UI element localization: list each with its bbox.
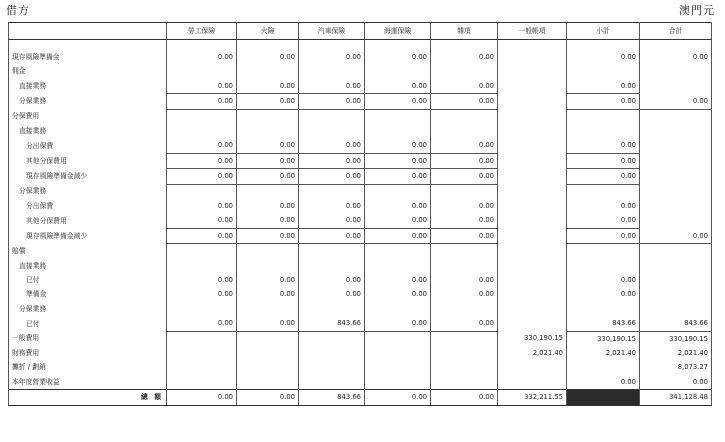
value-cell <box>431 124 498 138</box>
value-cell: 0.00 <box>167 199 237 213</box>
table-row <box>9 228 712 243</box>
value-cell <box>299 109 365 124</box>
value-cell <box>237 244 299 259</box>
value-cell: 0.00 <box>167 169 237 184</box>
table-row <box>9 331 712 346</box>
value-cell <box>498 153 567 168</box>
value-cell <box>431 360 498 374</box>
value-cell: 0.00 <box>167 153 237 168</box>
row-label: 其他分保費用 <box>9 153 167 168</box>
value-cell: 0.00 <box>567 50 640 64</box>
value-cell <box>640 259 712 273</box>
table-row <box>9 287 712 301</box>
row-label: 本年度營業收益 <box>9 375 167 390</box>
value-cell <box>640 109 712 124</box>
value-cell: 0.00 <box>431 169 498 184</box>
value-cell: 0.00 <box>365 273 431 287</box>
value-cell <box>640 169 712 184</box>
row-label: 直接業務 <box>9 259 167 273</box>
value-cell: 0.00 <box>567 169 640 184</box>
value-cell <box>498 124 567 138</box>
value-cell: 0.00 <box>567 79 640 94</box>
value-cell <box>498 169 567 184</box>
value-cell: 843.66 <box>567 316 640 331</box>
value-cell: 0.00 <box>431 228 498 243</box>
row-label: 攤折 / 劃銷 <box>9 360 167 374</box>
value-cell: 0.00 <box>365 199 431 213</box>
value-cell <box>167 302 237 316</box>
redacted-cell <box>567 390 640 405</box>
value-cell <box>299 184 365 199</box>
value-cell <box>567 360 640 374</box>
row-label: 分保業務 <box>9 184 167 199</box>
row-label: 分保費用 <box>9 109 167 124</box>
table-row <box>9 169 712 184</box>
value-cell <box>237 124 299 138</box>
value-cell: 0.00 <box>237 94 299 109</box>
column-header: 海運保險 <box>365 23 431 40</box>
row-label: 一般費用 <box>9 331 167 346</box>
value-cell <box>640 244 712 259</box>
value-cell <box>299 360 365 374</box>
row-label: 賠償 <box>9 244 167 259</box>
value-cell: 0.00 <box>365 94 431 109</box>
value-cell <box>431 346 498 360</box>
value-cell <box>167 64 237 78</box>
value-cell <box>498 64 567 78</box>
value-cell <box>640 302 712 316</box>
table-row <box>9 213 712 228</box>
value-cell: 0.00 <box>167 228 237 243</box>
value-cell <box>365 346 431 360</box>
value-cell <box>431 184 498 199</box>
table-row <box>9 273 712 287</box>
value-cell <box>431 259 498 273</box>
value-cell: 0.00 <box>365 138 431 153</box>
value-cell <box>567 184 640 199</box>
value-cell: 0.00 <box>365 79 431 94</box>
value-cell <box>365 184 431 199</box>
total-label: 總 額 <box>9 390 167 405</box>
row-label: 已付 <box>9 273 167 287</box>
column-header: 合計 <box>640 23 712 40</box>
value-cell: 0.00 <box>567 228 640 243</box>
value-cell: 0.00 <box>431 153 498 168</box>
value-cell: 2,021.40 <box>567 346 640 360</box>
table-body <box>9 40 712 390</box>
column-header: 雜項 <box>431 23 498 40</box>
value-cell <box>299 302 365 316</box>
table-row <box>9 346 712 360</box>
value-cell: 0.00 <box>237 79 299 94</box>
row-label: 分保業務 <box>9 302 167 316</box>
value-cell: 0.00 <box>431 138 498 153</box>
value-cell <box>498 360 567 374</box>
value-cell: 0.00 <box>365 213 431 228</box>
value-cell <box>498 79 567 94</box>
value-cell <box>498 316 567 331</box>
value-cell <box>498 228 567 243</box>
row-label: 現存風險準備金 <box>9 50 167 64</box>
value-cell: 843.66 <box>640 316 712 331</box>
row-label: 現存風險準備金減少 <box>9 169 167 184</box>
value-cell: 0.00 <box>567 273 640 287</box>
value-cell <box>567 302 640 316</box>
row-label: 現存風險準備金減少 <box>9 228 167 243</box>
value-cell: 0.00 <box>299 199 365 213</box>
value-cell: 0.00 <box>365 287 431 301</box>
value-cell: 0.00 <box>167 79 237 94</box>
value-cell: 0.00 <box>299 273 365 287</box>
row-label: 直接業務 <box>9 79 167 94</box>
value-cell <box>567 109 640 124</box>
row-label: 分保業務 <box>9 94 167 109</box>
value-cell <box>365 375 431 390</box>
value-cell <box>365 331 431 346</box>
value-cell: 0.00 <box>567 138 640 153</box>
value-cell <box>299 331 365 346</box>
income-statement-table <box>8 22 712 406</box>
column-header: 勞工保險 <box>167 23 237 40</box>
value-cell <box>431 331 498 346</box>
value-cell: 0.00 <box>237 169 299 184</box>
row-label: 財務費用 <box>9 346 167 360</box>
value-cell: 0.00 <box>237 287 299 301</box>
value-cell: 0.00 <box>237 199 299 213</box>
column-header: 火險 <box>237 23 299 40</box>
value-cell <box>498 287 567 301</box>
value-cell <box>167 331 237 346</box>
value-cell: 0.00 <box>640 375 712 390</box>
value-cell <box>640 287 712 301</box>
total-row <box>9 390 712 405</box>
table-row <box>9 375 712 390</box>
value-cell <box>640 124 712 138</box>
table-header-row <box>9 23 712 40</box>
value-cell <box>299 375 365 390</box>
value-cell: 0.00 <box>237 273 299 287</box>
value-cell <box>498 50 567 64</box>
total-cell: 0.00 <box>237 390 299 405</box>
value-cell <box>365 360 431 374</box>
table-row <box>9 50 712 64</box>
value-cell <box>237 346 299 360</box>
value-cell: 0.00 <box>567 213 640 228</box>
currency-unit-label: 澳門元 <box>679 4 715 17</box>
value-cell: 0.00 <box>299 213 365 228</box>
value-cell: 0.00 <box>167 50 237 64</box>
value-cell: 0.00 <box>167 213 237 228</box>
table-row <box>9 244 712 259</box>
table-row <box>9 259 712 273</box>
value-cell <box>498 94 567 109</box>
value-cell <box>167 109 237 124</box>
value-cell: 0.00 <box>640 50 712 64</box>
value-cell <box>365 244 431 259</box>
value-cell <box>365 64 431 78</box>
value-cell <box>365 124 431 138</box>
column-header: 汽車保險 <box>299 23 365 40</box>
value-cell <box>567 259 640 273</box>
row-label: 分出保費 <box>9 199 167 213</box>
value-cell: 0.00 <box>431 273 498 287</box>
row-label: 佣金 <box>9 64 167 78</box>
value-cell <box>640 213 712 228</box>
value-cell: 0.00 <box>299 228 365 243</box>
value-cell: 0.00 <box>299 79 365 94</box>
value-cell: 0.00 <box>299 50 365 64</box>
currency-side-label: 借方 <box>6 4 30 17</box>
value-cell: 0.00 <box>167 316 237 331</box>
value-cell <box>365 259 431 273</box>
value-cell <box>498 244 567 259</box>
value-cell <box>498 138 567 153</box>
value-cell <box>299 346 365 360</box>
value-cell <box>431 64 498 78</box>
total-cell: 332,211.55 <box>498 390 567 405</box>
value-cell: 0.00 <box>567 94 640 109</box>
table-row <box>9 94 712 109</box>
value-cell: 0.00 <box>567 153 640 168</box>
value-cell <box>237 259 299 273</box>
value-cell: 0.00 <box>640 94 712 109</box>
value-cell: 0.00 <box>431 79 498 94</box>
value-cell: 0.00 <box>365 228 431 243</box>
value-cell <box>498 375 567 390</box>
value-cell <box>640 79 712 94</box>
value-cell: 0.00 <box>431 213 498 228</box>
value-cell <box>431 109 498 124</box>
value-cell <box>640 199 712 213</box>
value-cell: 0.00 <box>167 94 237 109</box>
value-cell: 0.00 <box>299 138 365 153</box>
table-row <box>9 138 712 153</box>
value-cell: 0.00 <box>167 273 237 287</box>
value-cell <box>237 331 299 346</box>
total-cell: 0.00 <box>167 390 237 405</box>
table-row <box>9 184 712 199</box>
value-cell <box>167 346 237 360</box>
value-cell: 0.00 <box>299 287 365 301</box>
row-label: 已付 <box>9 316 167 331</box>
value-cell: 330,190.15 <box>640 331 712 346</box>
value-cell: 0.00 <box>167 287 237 301</box>
total-cell: 341,128.48 <box>640 390 712 405</box>
total-cell: 843.66 <box>299 390 365 405</box>
value-cell <box>431 302 498 316</box>
value-cell <box>299 64 365 78</box>
value-cell: 0.00 <box>567 287 640 301</box>
value-cell <box>299 259 365 273</box>
value-cell: 2,021.40 <box>498 346 567 360</box>
value-cell <box>431 244 498 259</box>
table-row <box>9 199 712 213</box>
value-cell: 0.00 <box>365 316 431 331</box>
value-cell: 843.66 <box>299 316 365 331</box>
value-cell: 0.00 <box>431 287 498 301</box>
value-cell <box>498 184 567 199</box>
value-cell <box>640 184 712 199</box>
value-cell: 0.00 <box>431 316 498 331</box>
value-cell <box>167 375 237 390</box>
value-cell: 0.00 <box>237 153 299 168</box>
table-row <box>9 124 712 138</box>
value-cell: 0.00 <box>299 153 365 168</box>
table-row <box>9 109 712 124</box>
value-cell: 0.00 <box>431 199 498 213</box>
value-cell <box>237 64 299 78</box>
value-cell <box>640 153 712 168</box>
value-cell <box>237 360 299 374</box>
row-label: 分出保費 <box>9 138 167 153</box>
value-cell: 0.00 <box>365 50 431 64</box>
value-cell <box>567 64 640 78</box>
value-cell: 0.00 <box>237 316 299 331</box>
value-cell <box>167 184 237 199</box>
value-cell <box>299 124 365 138</box>
table-row <box>9 79 712 94</box>
value-cell <box>498 273 567 287</box>
value-cell: 0.00 <box>299 169 365 184</box>
value-cell <box>498 259 567 273</box>
value-cell: 0.00 <box>365 153 431 168</box>
value-cell <box>498 109 567 124</box>
value-cell: 0.00 <box>431 50 498 64</box>
value-cell: 0.00 <box>167 138 237 153</box>
value-cell: 0.00 <box>237 50 299 64</box>
row-label: 其他分保費用 <box>9 213 167 228</box>
value-cell: 2,021.40 <box>640 346 712 360</box>
value-cell: 0.00 <box>237 138 299 153</box>
value-cell <box>498 302 567 316</box>
table-row <box>9 302 712 316</box>
value-cell <box>498 199 567 213</box>
value-cell: 330,190.15 <box>567 331 640 346</box>
value-cell <box>431 375 498 390</box>
value-cell <box>567 244 640 259</box>
value-cell <box>237 375 299 390</box>
value-cell: 0.00 <box>237 213 299 228</box>
total-cell: 0.00 <box>431 390 498 405</box>
value-cell <box>237 184 299 199</box>
value-cell <box>167 124 237 138</box>
value-cell <box>237 302 299 316</box>
value-cell <box>640 64 712 78</box>
value-cell: 0.00 <box>567 375 640 390</box>
value-cell <box>640 138 712 153</box>
value-cell <box>365 109 431 124</box>
value-cell: 0.00 <box>299 94 365 109</box>
value-cell <box>299 244 365 259</box>
column-header: 一般帳項 <box>498 23 567 40</box>
column-header <box>9 23 167 40</box>
table-row <box>9 316 712 331</box>
value-cell <box>237 109 299 124</box>
value-cell: 0.00 <box>640 228 712 243</box>
table-row <box>9 153 712 168</box>
value-cell: 0.00 <box>237 228 299 243</box>
column-header: 小計 <box>567 23 640 40</box>
value-cell <box>365 302 431 316</box>
value-cell: 0.00 <box>431 94 498 109</box>
value-cell <box>567 124 640 138</box>
table-row <box>9 64 712 78</box>
table-row <box>9 360 712 374</box>
value-cell: 330,190.15 <box>498 331 567 346</box>
row-label: 準備金 <box>9 287 167 301</box>
value-cell: 8,073.27 <box>640 360 712 374</box>
value-cell <box>167 259 237 273</box>
value-cell <box>167 360 237 374</box>
value-cell <box>640 273 712 287</box>
value-cell <box>498 213 567 228</box>
value-cell: 0.00 <box>365 169 431 184</box>
row-label: 直接業務 <box>9 124 167 138</box>
value-cell <box>167 244 237 259</box>
total-cell: 0.00 <box>365 390 431 405</box>
value-cell: 0.00 <box>567 199 640 213</box>
